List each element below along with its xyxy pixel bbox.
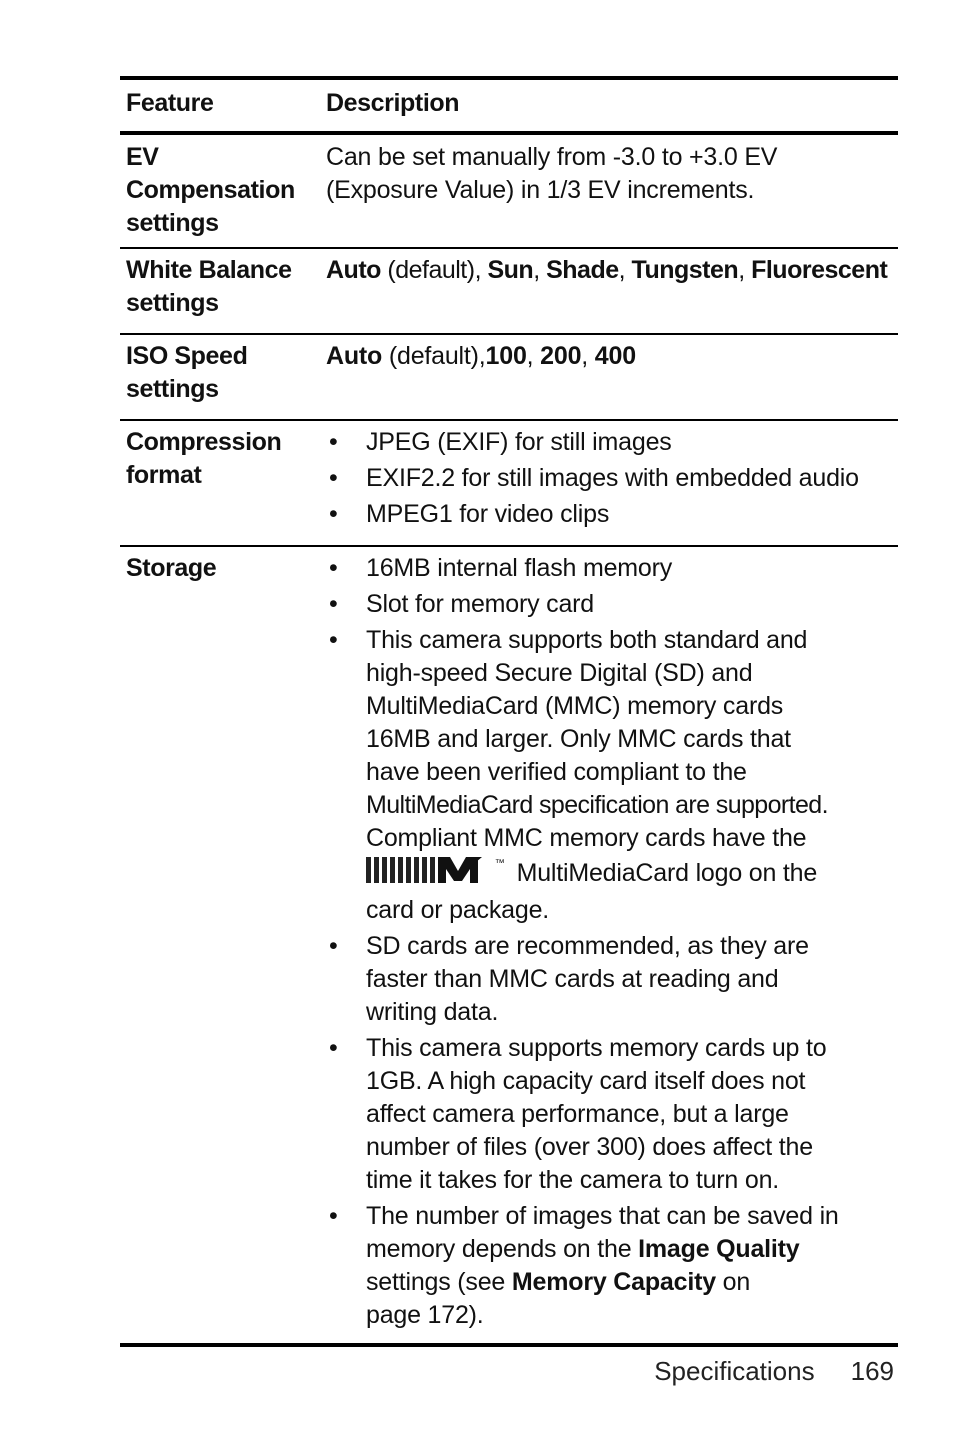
table-header-row — [120, 80, 898, 131]
list-item: • MPEG1 for video clips — [326, 498, 898, 531]
list-item — [326, 1032, 898, 1197]
feature-ev-line: settings — [126, 209, 219, 237]
table-row-white-balance — [120, 249, 898, 333]
table-bottom-rule — [120, 1343, 898, 1347]
iso-100: 100 — [485, 342, 527, 370]
storage-text: memory depends on the — [366, 1235, 639, 1263]
table-row-compression — [120, 421, 898, 545]
description-ev-line: Can be set manually from -3.0 to +3.0 EV — [326, 143, 778, 171]
feature-ev-line: Compensation — [126, 176, 295, 204]
feature-ev — [120, 141, 326, 247]
page-footer — [654, 1356, 894, 1387]
wb-sep: , — [533, 256, 547, 284]
iso-sep: , — [581, 342, 595, 370]
feature-compression-line: Compression — [126, 428, 282, 456]
feature-ev-line: EV — [126, 143, 159, 171]
list-item — [326, 930, 898, 1029]
storage-line: • This camera supports memory cards up to — [366, 1034, 827, 1062]
wb-default: (default), — [380, 256, 488, 284]
iso-auto: Auto — [326, 342, 383, 370]
storage-line: MultiMediaCard specification are supported. — [366, 791, 828, 819]
description-ev — [326, 141, 898, 247]
spec-table — [120, 76, 898, 1347]
storage-line: faster than MMC cards at reading and — [366, 965, 779, 993]
storage-line: 1GB. A high capacity card itself does not — [366, 1067, 806, 1095]
iso-sep: , — [526, 342, 541, 370]
feature-wb-line: White Balance — [126, 256, 292, 284]
storage-line: Compliant MMC memory cards have the — [366, 824, 807, 852]
description-storage — [326, 552, 898, 1343]
storage-line: MultiMediaCard (MMC) memory cards — [366, 692, 784, 720]
storage-line: page 172). — [366, 1301, 484, 1329]
wb-sun: Sun — [487, 256, 534, 284]
feature-storage: Storage — [126, 554, 217, 582]
storage-line: 16MB and larger. Only MMC cards that — [366, 725, 791, 753]
wb-sep: , — [618, 256, 632, 284]
wb-shade: Shade — [546, 256, 619, 284]
wb-auto: Auto — [326, 256, 381, 284]
feature-compression — [120, 426, 326, 545]
storage-line: writing data. — [366, 998, 499, 1026]
header-description: Description — [326, 89, 460, 117]
table-row-iso — [120, 335, 898, 419]
storage-line — [366, 1266, 898, 1299]
storage-line: • The number of images that can be saved in — [366, 1202, 839, 1230]
list-item: • JPEG (EXIF) for still images — [326, 426, 898, 459]
header-feature: Feature — [126, 89, 214, 117]
wb-fluorescent: Fluorescent — [751, 256, 888, 284]
storage-line — [366, 1233, 898, 1266]
list-item — [326, 624, 898, 927]
description-white-balance — [326, 254, 898, 333]
description-compression — [326, 426, 898, 545]
storage-logo-line — [366, 855, 898, 894]
storage-line: MultiMediaCard logo on the — [516, 859, 818, 887]
list-item — [326, 1200, 898, 1332]
storage-line: • SD cards are recommended, as they are — [366, 932, 809, 960]
storage-line: affect camera performance, but a large — [366, 1100, 789, 1128]
feature-iso-line: settings — [126, 375, 219, 403]
description-iso — [326, 340, 898, 419]
wb-sep: , — [738, 256, 752, 284]
iso-200: 200 — [540, 342, 582, 370]
storage-line: card or package. — [366, 896, 550, 924]
footer-section: Specifications — [654, 1356, 815, 1386]
storage-line: high-speed Secure Digital (SD) and — [366, 659, 753, 687]
multimediacard-logo-icon — [366, 855, 505, 894]
storage-line: have been verified compliant to the — [366, 758, 747, 786]
storage-line: number of files (over 300) does affect the — [366, 1133, 813, 1161]
feature-iso-line: ISO Speed — [126, 342, 248, 370]
table-row-storage — [120, 547, 898, 1343]
iso-400: 400 — [594, 342, 636, 370]
list-item: • EXIF2.2 for still images with embedded audio — [326, 462, 898, 495]
feature-white-balance — [120, 254, 326, 333]
trademark-symbol: ™ — [494, 857, 505, 869]
list-item: • Slot for memory card — [326, 588, 898, 621]
memory-capacity-ref: Memory Capacity — [511, 1268, 716, 1296]
page-number: 169 — [850, 1356, 894, 1386]
list-item: • 16MB internal flash memory — [326, 552, 898, 585]
image-quality-ref: Image Quality — [638, 1235, 800, 1263]
wb-tungsten: Tungsten — [631, 256, 739, 284]
table-row-ev — [120, 135, 898, 247]
feature-iso — [120, 340, 326, 419]
description-ev-line: (Exposure Value) in 1/3 EV increments. — [326, 176, 755, 204]
iso-default: (default), — [382, 342, 486, 370]
storage-line: • This camera supports both standard and — [366, 626, 808, 654]
storage-line: time it takes for the camera to turn on. — [366, 1166, 780, 1194]
storage-text: on — [715, 1268, 751, 1296]
feature-wb-line: settings — [126, 289, 219, 317]
feature-compression-line: format — [126, 461, 202, 489]
storage-text: settings (see — [366, 1268, 512, 1296]
